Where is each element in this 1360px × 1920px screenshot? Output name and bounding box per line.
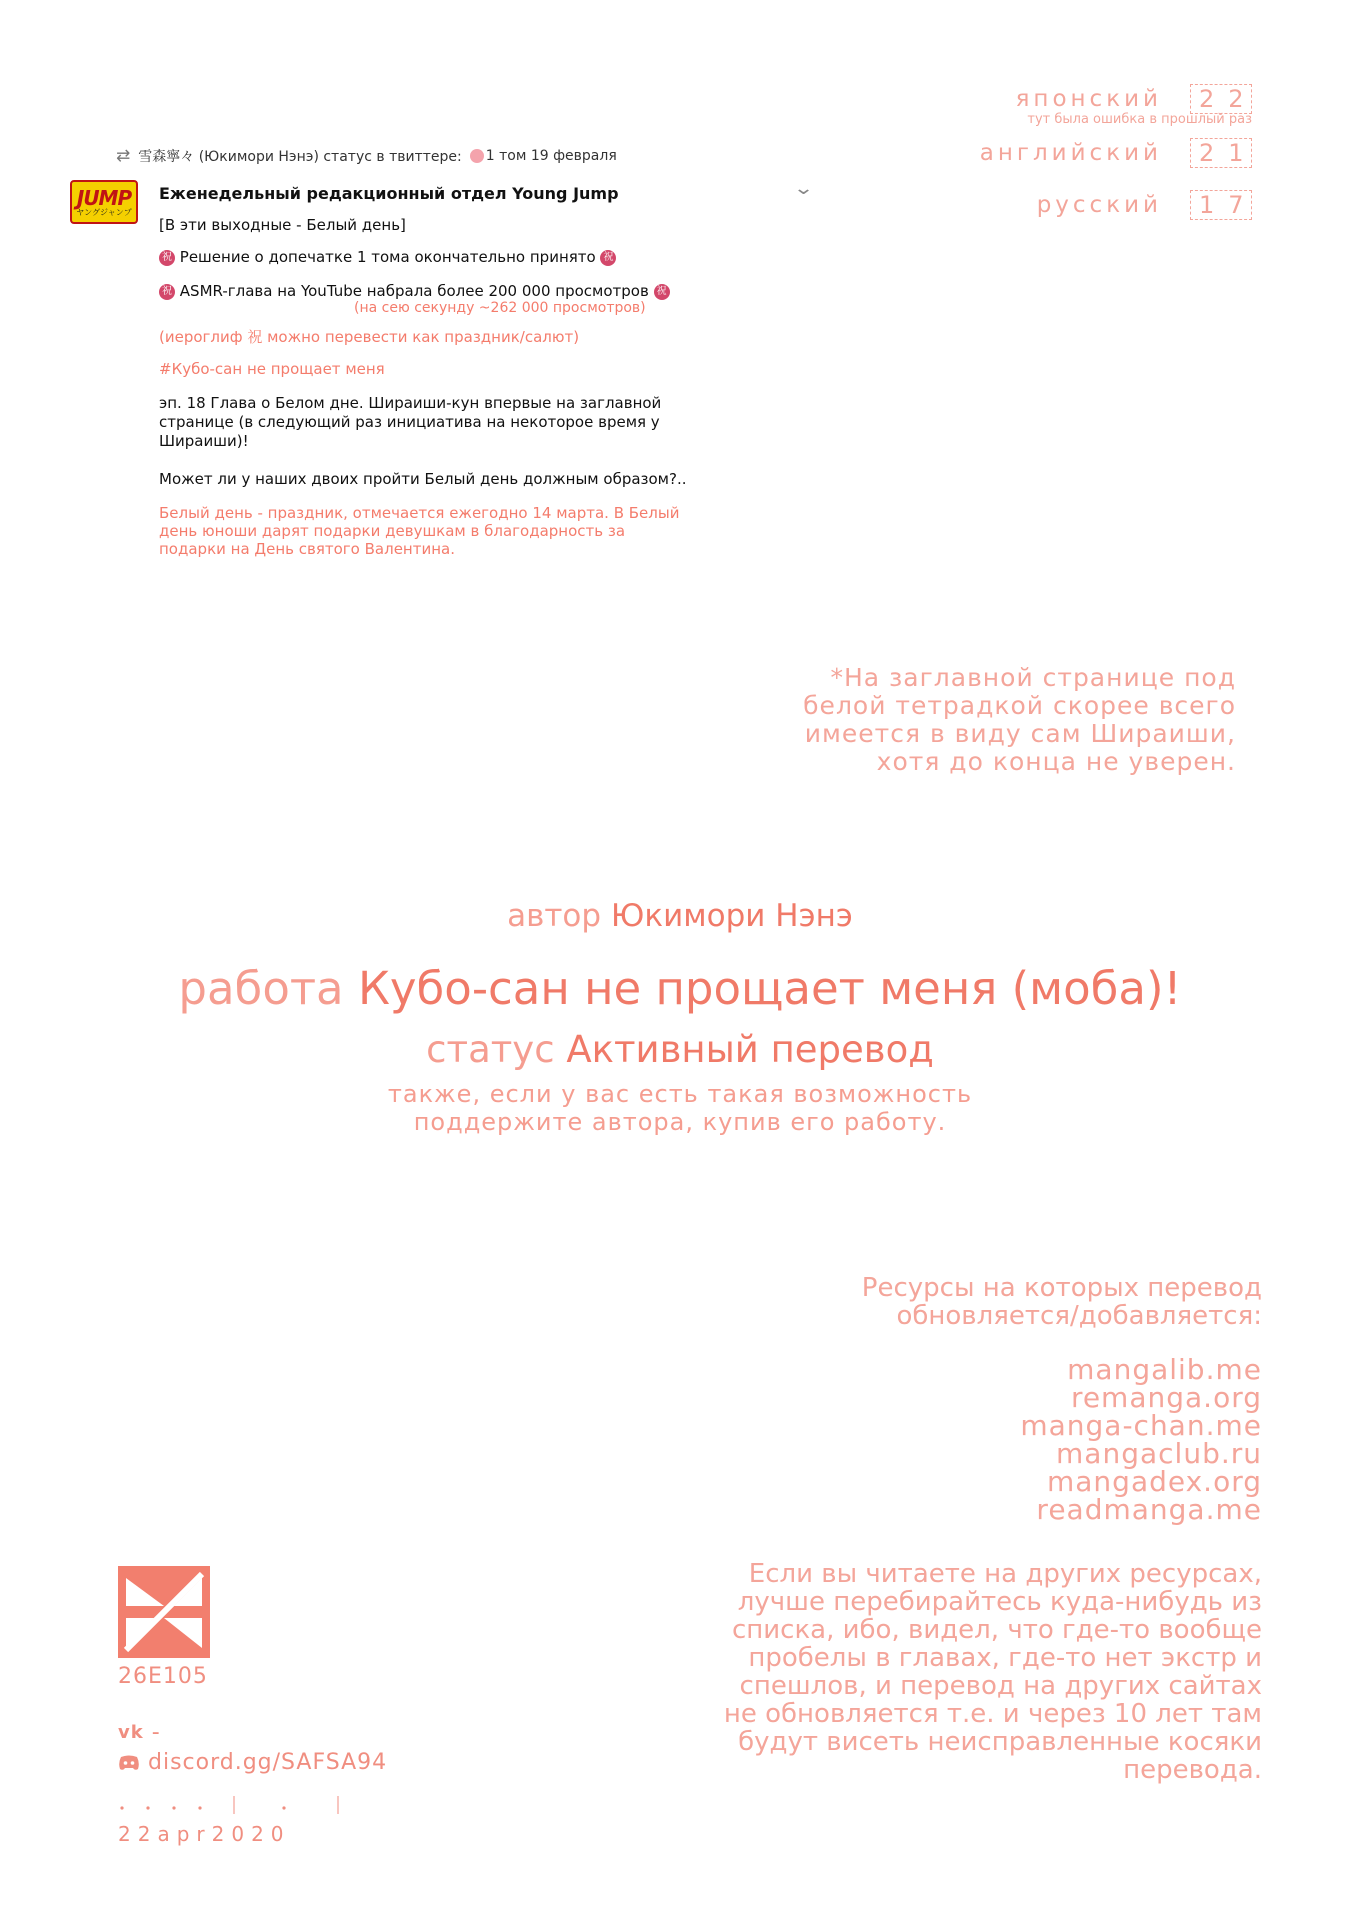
credit-work	[0, 962, 1360, 1015]
resource-link[interactable]: mangalib.me	[1067, 1353, 1262, 1386]
jump-logo	[70, 180, 138, 224]
celebration-icon: 祝	[159, 250, 175, 266]
author-label: автор	[507, 898, 602, 934]
support-note	[0, 1080, 1360, 1136]
credit-status	[0, 1028, 1360, 1071]
support-line: также, если у вас есть такая возможность	[387, 1080, 973, 1108]
lang-count: 22	[1190, 84, 1252, 114]
lang-count: 21	[1190, 138, 1252, 168]
tweet-line: странице (в следующий раз инициатива на некоторое время у	[159, 413, 660, 431]
tweet-line: эп. 18 Глава о Белом дне. Шираиши-кун впервые на заглавной	[159, 394, 662, 412]
sakura-icon	[470, 149, 484, 163]
tweet-line	[159, 282, 670, 300]
date-divider	[118, 1794, 340, 1814]
warning-line: пробелы в главах, где-то нет экстр и	[748, 1643, 1262, 1673]
retweet-date: 1 том 19 февраля	[485, 148, 617, 164]
discord-text: discord.gg/SAFSA94	[148, 1750, 388, 1775]
warning-line: перевода.	[1123, 1755, 1262, 1785]
resource-link[interactable]: remanga.org	[1070, 1381, 1262, 1414]
work-label: работа	[178, 962, 344, 1015]
celebration-icon: 祝	[159, 284, 175, 300]
resource-link[interactable]: mangadex.org	[1046, 1465, 1262, 1498]
lang-row-russian	[1036, 190, 1258, 220]
lang-label: английский	[979, 140, 1162, 166]
hashtag: #Кубо-сан не прощает меня	[159, 360, 385, 378]
lang-row-english	[979, 138, 1258, 168]
release-date: 22apr2020	[118, 1822, 291, 1846]
tweet-line: [В эти выходные - Белый день]	[159, 216, 406, 234]
translator-note: (на сею секунду ~262 000 просмотров)	[354, 300, 646, 316]
support-line: поддержите автора, купив его работу.	[413, 1108, 947, 1136]
discord-icon	[118, 1755, 140, 1771]
warning-line: будут висеть неисправленные косяки	[738, 1727, 1262, 1757]
discord-link[interactable]	[118, 1750, 387, 1775]
warning-line: Если вы читаете на других ресурсах,	[748, 1559, 1262, 1589]
side-note	[803, 664, 1236, 776]
resources-warning	[724, 1560, 1262, 1784]
warning-line: не обновляется т.е. и через 10 лет там	[723, 1699, 1262, 1729]
translator-note	[159, 504, 679, 558]
side-note-line: *На заглавной странице под	[830, 663, 1236, 692]
status-label: статус	[426, 1028, 555, 1071]
lang-row-japanese	[1015, 84, 1258, 114]
celebration-icon: 祝	[600, 250, 616, 266]
lang-label: русский	[1036, 192, 1162, 218]
resource-link[interactable]: readmanga.me	[1036, 1493, 1262, 1526]
status-value: Активный перевод	[566, 1028, 934, 1071]
credit-author	[0, 898, 1360, 934]
warning-line: списка, ибо, видел, что где-то вообще	[731, 1615, 1262, 1645]
note-line: день юноши дарят подарки девушкам в благодарность за	[159, 522, 626, 540]
warning-line: лучше перебирайтесь куда-нибудь из	[737, 1587, 1262, 1617]
note-line: Белый день - праздник, отмечается ежегодно 14 марта. В Белый	[159, 504, 680, 522]
side-note-line: белой тетрадкой скорее всего	[803, 691, 1236, 720]
warning-line: спешлов, и перевод на других сайтах	[739, 1671, 1262, 1701]
retweet-text: 雪森寧々 (Юкимори Нэнэ) статус в твиттере:	[138, 149, 462, 165]
resource-link[interactable]: manga-chan.me	[1020, 1409, 1262, 1442]
translator-note: (иероглиф 祝 можно перевести как праздник/салют)	[159, 328, 580, 346]
resources-header-line: Ресурсы на которых перевод	[861, 1273, 1262, 1303]
resources-header	[862, 1274, 1262, 1330]
logo-text: JUMP	[76, 185, 132, 210]
resource-link[interactable]: mangaclub.ru	[1056, 1437, 1262, 1470]
tweet-line: Может ли у наших двоих пройти Белый день должным образом?..	[159, 470, 687, 488]
team-code: 26E105	[118, 1664, 208, 1689]
lang-label: японский	[1015, 86, 1162, 112]
author-value: Юкимори Нэнэ	[610, 898, 853, 934]
tweet-line-text: Решение о допечатке 1 тома окончательно принято	[179, 248, 596, 266]
vk-text: -	[151, 1720, 161, 1745]
lang-note: тут была ошибка в прошлый раз	[1027, 112, 1252, 127]
tweet-line-text: ASMR-глава на YouTube набрала более 200 000 просмотров	[179, 282, 649, 300]
vk-icon: vk	[118, 1722, 144, 1743]
tweet-line	[159, 248, 616, 266]
logo-subtext: ヤングジャンプ	[76, 207, 132, 217]
chevron-down-icon[interactable]: ⌄	[792, 178, 815, 199]
note-line: подарки на День святого Валентина.	[159, 540, 455, 558]
resources-header-line: обновляется/добавляется:	[896, 1301, 1262, 1331]
team-logo-icon	[118, 1566, 210, 1658]
vk-link[interactable]	[118, 1720, 161, 1745]
work-value: Кубо-сан не прощает меня (моба)!	[357, 962, 1182, 1015]
lang-count: 17	[1190, 190, 1252, 220]
side-note-line: хотя до конца не уверен.	[876, 747, 1236, 776]
retweet-line	[116, 146, 617, 166]
tweet-author: Еженедельный редакционный отдел Young Jump	[159, 184, 619, 203]
tweet-line: Шираиши)!	[159, 432, 249, 450]
side-note-line: имеется в виду сам Шираиши,	[804, 719, 1236, 748]
retweet-icon: ⇄	[116, 146, 131, 166]
resources-list	[1020, 1353, 1262, 1526]
celebration-icon: 祝	[654, 284, 670, 300]
